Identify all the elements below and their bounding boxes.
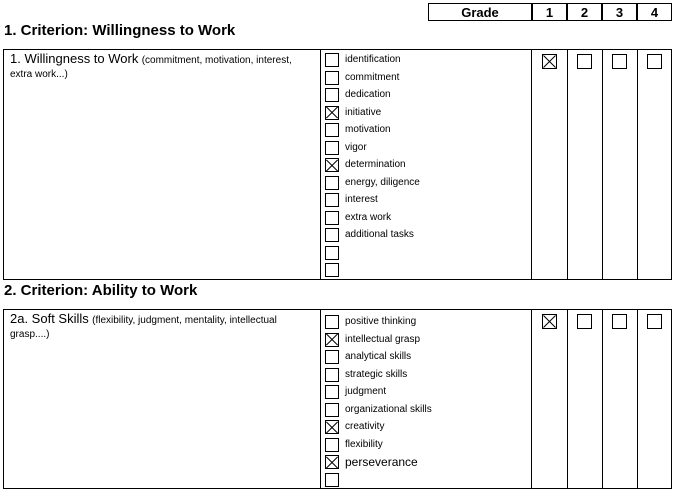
- criterion1-trait-checkbox[interactable]: [325, 141, 339, 155]
- criterion1-trait-label: identification: [345, 54, 401, 65]
- criterion1-trait-label: commitment: [345, 71, 400, 83]
- criterion1-trait-checkbox[interactable]: [325, 246, 339, 260]
- criterion-2-grade-4-checkbox[interactable]: [647, 314, 662, 329]
- criterion1-trait-label: extra work: [345, 211, 392, 223]
- criterion-2-title: 2. Criterion: Ability to Work: [4, 282, 198, 299]
- criterion-1-item-detail: (commitment, motivation, interest, extra work...): [10, 55, 292, 80]
- criterion1-trait-checkbox[interactable]: [325, 211, 339, 225]
- criterion-2-grade-2-checkbox[interactable]: [577, 314, 592, 329]
- criterion1-trait-label: motivation: [345, 124, 391, 135]
- criterion2-trait-label: intellectual grasp: [345, 333, 421, 345]
- criterion1-trait-label: vigor: [345, 141, 367, 153]
- criterion1-trait-checkbox[interactable]: [325, 158, 339, 172]
- criterion1-trait-label: energy, diligence: [345, 176, 420, 188]
- criterion-1-grade-1-checkbox[interactable]: [542, 54, 557, 69]
- criterion1-trait-checkbox[interactable]: [325, 88, 339, 102]
- criterion-1-title: 1. Criterion: Willingness to Work: [4, 22, 236, 39]
- criterion2-trait-label: strategic skills: [345, 368, 408, 380]
- criterion2-trait-label: judgment: [345, 386, 387, 397]
- criterion1-trait-label: dedication: [345, 89, 391, 100]
- criterion1-trait-checkbox[interactable]: [325, 106, 339, 120]
- criterion1-trait-label: initiative: [345, 106, 382, 118]
- criterion-1-description: [10, 52, 310, 81]
- criterion2-trait-checkbox[interactable]: [325, 385, 339, 399]
- criterion-1-section: [3, 49, 672, 280]
- criterion1-trait-checkbox[interactable]: [325, 263, 339, 277]
- criterion2-trait-label: organizational skills: [345, 403, 432, 415]
- grade-header-label: Grade: [428, 3, 532, 21]
- criterion1-trait-checkbox[interactable]: [325, 193, 339, 207]
- criterion2-trait-label: creativity: [345, 421, 385, 432]
- criterion2-trait-label: analytical skills: [345, 351, 412, 362]
- criterion1-trait-label: determination: [345, 159, 406, 170]
- criterion2-trait-checkbox[interactable]: [325, 315, 339, 329]
- criterion2-trait-checkbox[interactable]: [325, 403, 339, 417]
- criterion-1-grade-2-checkbox[interactable]: [577, 54, 592, 69]
- criterion-1-grade-4-checkbox[interactable]: [647, 54, 662, 69]
- criterion-2-description: [10, 312, 310, 341]
- criterion1-trait-label: interest: [345, 194, 378, 205]
- criterion-2-item-title: 2a. Soft Skills: [10, 311, 89, 326]
- criterion1-trait-checkbox[interactable]: [325, 123, 339, 137]
- criterion-1-grade-3-checkbox[interactable]: [612, 54, 627, 69]
- criterion-2-grade-3-checkbox[interactable]: [612, 314, 627, 329]
- criterion2-trait-checkbox[interactable]: [325, 473, 339, 487]
- grade-column-3-header: 3: [602, 3, 637, 21]
- criterion1-trait-checkbox[interactable]: [325, 71, 339, 85]
- criterion2-trait-checkbox[interactable]: [325, 333, 339, 347]
- criterion2-trait-label: perseverance: [345, 455, 418, 469]
- criterion2-trait-checkbox[interactable]: [325, 438, 339, 452]
- criterion1-trait-checkbox[interactable]: [325, 176, 339, 190]
- criterion2-trait-checkbox[interactable]: [325, 420, 339, 434]
- criterion-2-section: [3, 309, 672, 489]
- criterion-2-grade-1-checkbox[interactable]: [542, 314, 557, 329]
- criterion2-trait-checkbox[interactable]: [325, 455, 339, 469]
- criterion1-trait-label: additional tasks: [345, 229, 414, 240]
- criterion1-trait-checkbox[interactable]: [325, 228, 339, 242]
- grade-column-1-header: 1: [532, 3, 567, 21]
- criterion-1-item-title: 1. Willingness to Work: [10, 51, 139, 66]
- grade-column-2-header: 2: [567, 3, 602, 21]
- criterion2-trait-label: positive thinking: [345, 316, 417, 327]
- grade-column-4-header: 4: [637, 3, 672, 21]
- criterion2-trait-checkbox[interactable]: [325, 368, 339, 382]
- criterion2-trait-checkbox[interactable]: [325, 350, 339, 364]
- criterion-2-item-detail: (flexibility, judgment, mentality, intellectual grasp....): [10, 315, 277, 340]
- criterion2-trait-label: flexibility: [345, 438, 383, 450]
- criterion1-trait-checkbox[interactable]: [325, 53, 339, 67]
